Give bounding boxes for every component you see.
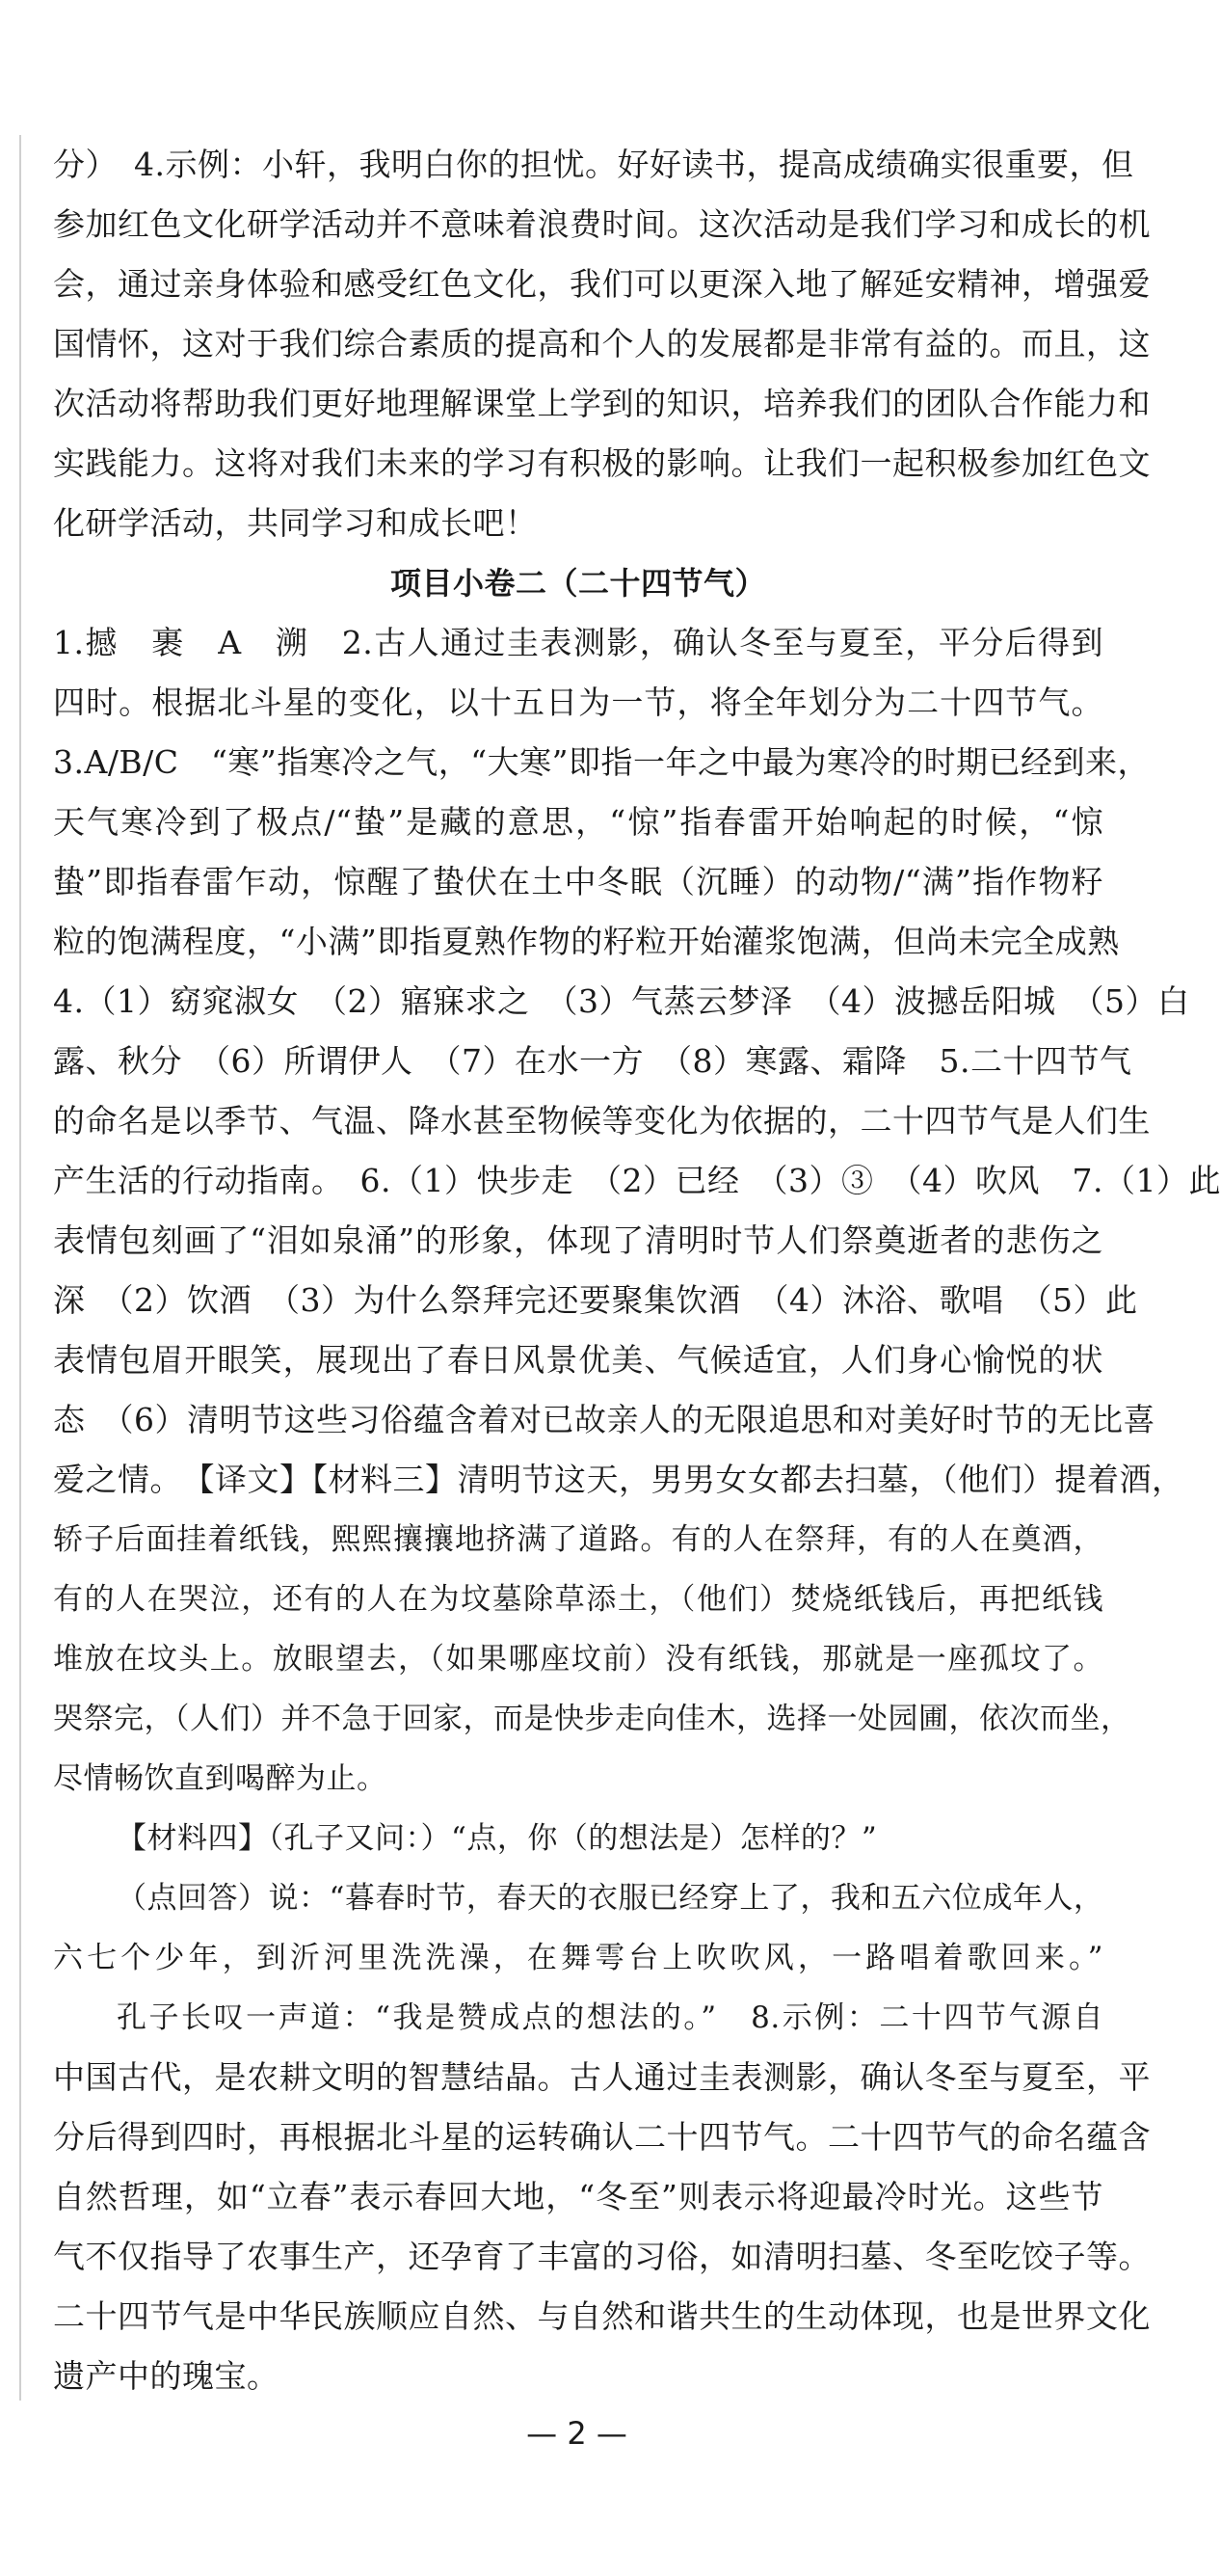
answer-content — [53, 135, 1221, 2406]
text-line: 1.撼 裹 A 溯 2.古人通过圭表测影，确认冬至与夏至，平分后得到 — [53, 624, 1103, 661]
text-line: 露、秋分 （6）所谓伊人 （7）在水一方 （8）寒露、霜降 5.二十四节气 — [53, 1042, 1132, 1080]
text-line: 的命名是以季节、气温、降水甚至物候等变化为依据的，二十四节气是人们生 — [53, 1102, 1151, 1140]
text-line: 表情包眉开眼笑，展现出了春日风景优美、气候适宜，人们身心愉悦的状 — [53, 1341, 1103, 1379]
translation-line: 尽情畅饮直到喝醉为止。 — [53, 1761, 387, 1796]
text-line: 实践能力。这将对我们未来的学习有积极的影响。让我们一起积极参加红色文 — [53, 444, 1151, 482]
material4-line: （点回答）说：“暮春时节，春天的衣服已经穿上了，我和五六位成年人， — [117, 1881, 1104, 1916]
left-margin-rule — [19, 135, 21, 2401]
text-line: 表情包刻画了“泪如泉涌”的形象，体现了清明时节人们祭奠逝者的悲伤之 — [53, 1221, 1103, 1259]
text-line: 气不仅指导了农事生产，还孕育了丰富的习俗，如清明扫墓、冬至吃饺子等。 — [53, 2238, 1151, 2275]
text-line: 深 （2）饮酒 （3）为什么祭拜完还要聚集饮酒 （4）沐浴、歌唱 （5）此 — [53, 1281, 1138, 1319]
translation-line: 哭祭完，（人们）并不急于回家，而是快步走向佳木，选择一处园圃，依次而坐， — [53, 1702, 1131, 1736]
text-line: 分后得到四时，再根据北斗星的运转确认二十四节气。二十四节气的命名蕴含 — [53, 2118, 1151, 2156]
text-line: 自然哲理，如“立春”表示春回大地，“冬至”则表示将迎最冷时光。这些节 — [53, 2178, 1103, 2215]
text-line: 化研学活动，共同学习和成长吧！ — [53, 504, 538, 542]
page-number: — 2 — — [526, 2415, 627, 2452]
text-line: 分） 4.示例：小轩，我明白你的担忧。好好读书，提高成绩确实很重要，但 — [53, 146, 1134, 183]
text-line: 4.（1）窈窕淑女 （2）寤寐求之 （3）气蒸云梦泽 （4）波撼岳阳城 （5）白 — [53, 982, 1190, 1020]
material4-line: 【材料四】（孔子又问：）“点，你（的想法是）怎样的？” — [117, 1821, 878, 1856]
material4-line: 六七个少年，到沂河里洗洗澡，在舞雩台上吹吹风，一路唱着歌回来。” — [53, 1941, 1103, 1975]
text-line: 中国古代，是农耕文明的智慧结晶。古人通过圭表测影，确认冬至与夏至，平 — [53, 2058, 1151, 2096]
text-line: 四时。根据北斗星的变化，以十五日为一节，将全年划分为二十四节气。 — [53, 684, 1103, 721]
translation-line: 轿子后面挂着纸钱，熙熙攘攘地挤满了道路。有的人在祭拜，有的人在奠酒， — [53, 1522, 1103, 1557]
text-line: 爱之情。 【译文】【材料三】清明节这天，男男女女都去扫墓，（他们）提着酒， — [53, 1461, 1184, 1498]
section-title: 项目小卷二（二十四节气） — [389, 565, 766, 602]
text-line: 天气寒冷到了极点/“蛰”是藏的意思，“惊”指春雷开始响起的时候，“惊 — [53, 803, 1103, 841]
text-line: 态 （6）清明节这些习俗蕴含着对已故亲人的无限追思和对美好时节的无比喜 — [53, 1401, 1155, 1438]
material4-line: 孔子长叹一声道：“我是赞成点的想法的。” 8.示例：二十四节气源自 — [117, 2000, 1103, 2035]
translation-line: 有的人在哭泣，还有的人在为坟墓除草添土，（他们）焚烧纸钱后，再把纸钱 — [53, 1582, 1103, 1617]
text-line: 参加红色文化研学活动并不意味着浪费时间。这次活动是我们学习和成长的机 — [53, 205, 1151, 243]
text-line: 产生活的行动指南。 6.（1）快步走 （2）已经 （3）③ （4）吹风 7.（1）此 — [53, 1162, 1221, 1199]
translation-line: 堆放在坟头上。放眼望去，（如果哪座坟前）没有纸钱，那就是一座孤坟了。 — [53, 1642, 1103, 1677]
text-line: 次活动将帮助我们更好地理解课堂上学到的知识，培养我们的团队合作能力和 — [53, 385, 1151, 422]
text-line: 遗产中的瑰宝。 — [53, 2357, 279, 2395]
text-line: 会，通过亲身体验和感受红色文化，我们可以更深入地了解延安精神，增强爱 — [53, 265, 1151, 303]
text-line: 蛰”即指春雷乍动，惊醒了蛰伏在土中冬眠（沉睡）的动物/“满”指作物籽 — [53, 863, 1103, 900]
text-line: 国情怀，这对于我们综合素质的提高和个人的发展都是非常有益的。而且，这 — [53, 325, 1151, 362]
text-line: 3.A/B/C “寒”指寒冷之气，“大寒”即指一年之中最为寒冷的时期已经到来， — [53, 743, 1151, 781]
text-line: 粒的饱满程度，“小满”即指夏熟作物的籽粒开始灌浆饱满，但尚未完全成熟 — [53, 923, 1120, 960]
text-line: 二十四节气是中华民族顺应自然、与自然和谐共生的生动体现，也是世界文化 — [53, 2297, 1151, 2335]
